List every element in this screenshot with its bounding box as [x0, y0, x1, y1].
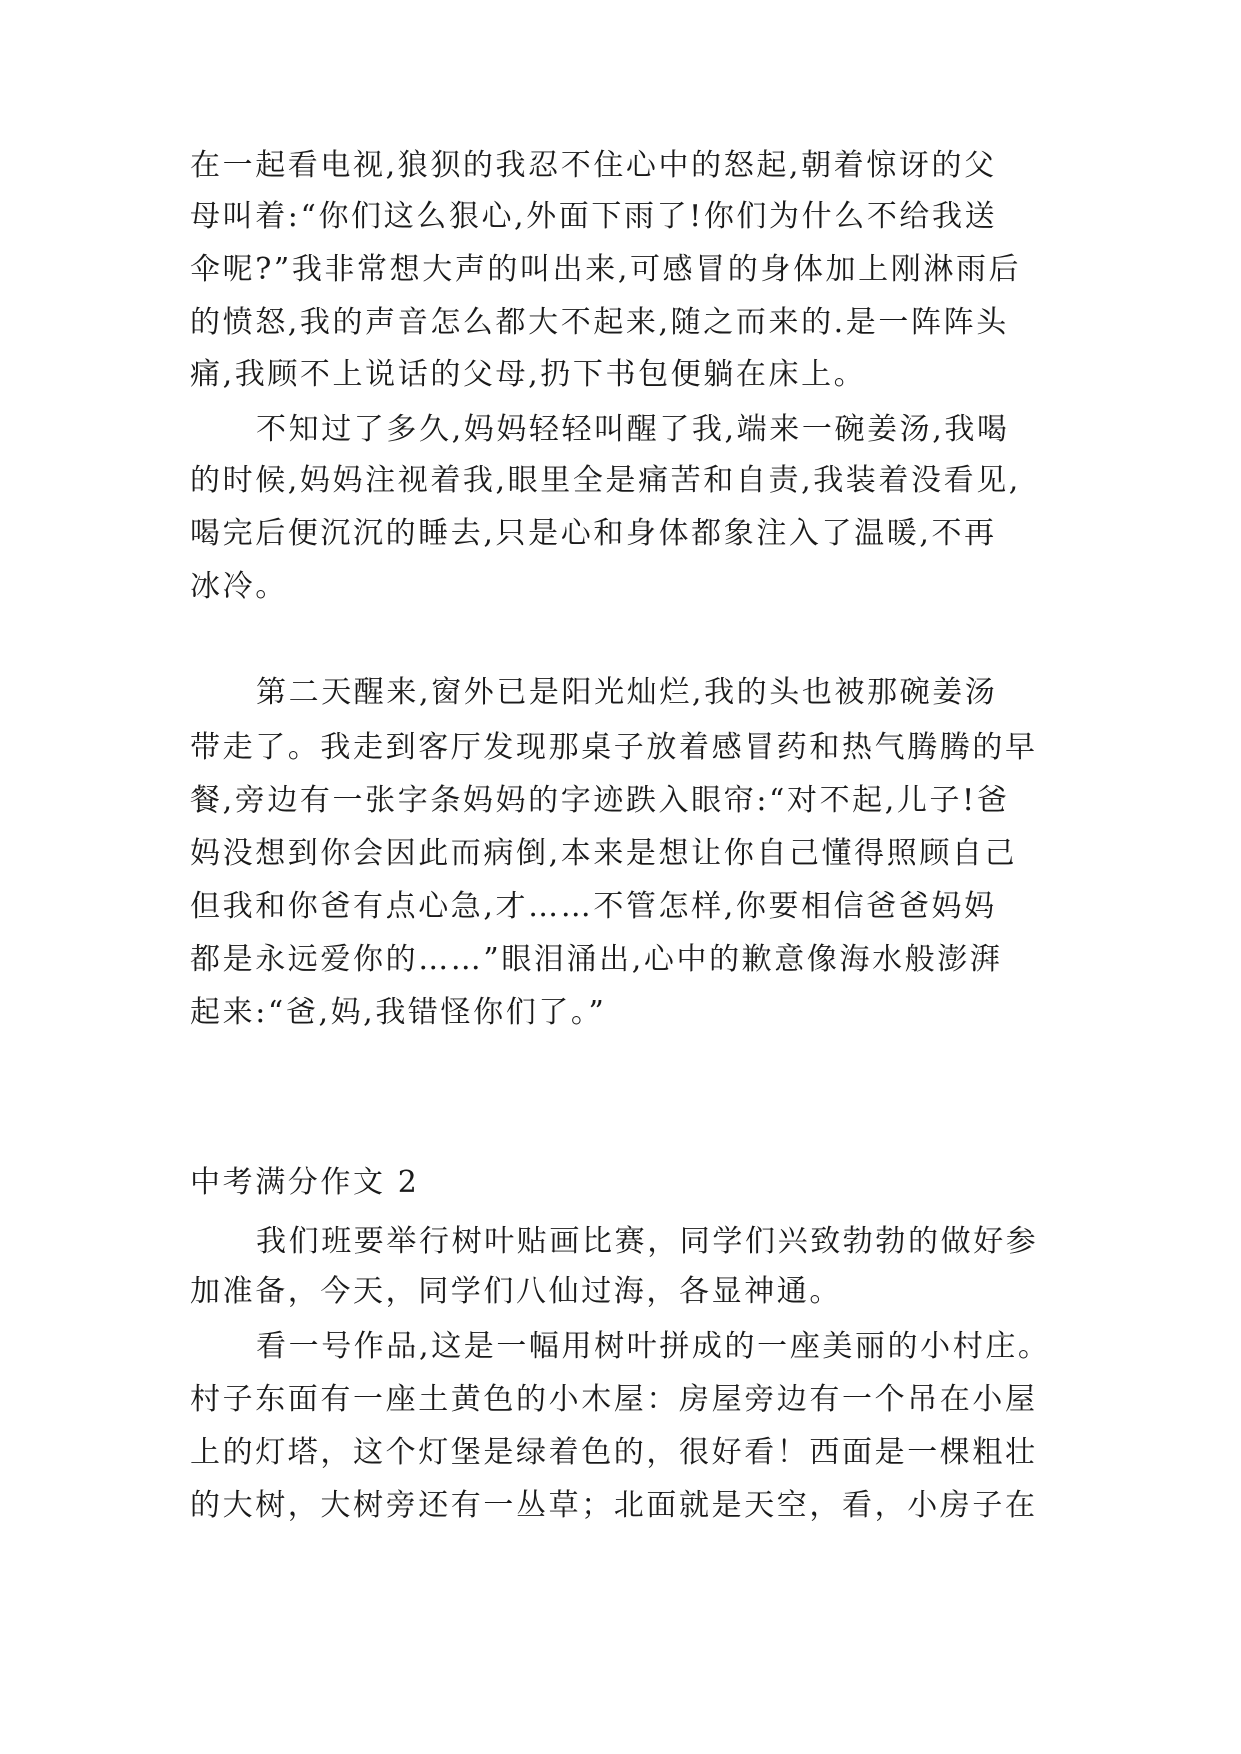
paragraph-2-line-2: 的时候,妈妈注视着我,眼里全是痛苦和自责,我装着没看见, — [190, 463, 1021, 498]
paragraph-1-line-2: 母叫着:“你们这么狠心,外面下雨了!你们为什么不给我送 — [190, 199, 998, 234]
section2-paragraph-2-line-2: 村子东面有一座土黄色的小木屋：房屋旁边有一个吊在小屋 — [190, 1382, 1038, 1417]
paragraph-3-line-2: 带走了。我走到客厅发现那桌子放着感冒药和热气腾腾的早 — [190, 730, 1038, 765]
section2-paragraph-2-line-3: 上的灯塔，这个灯堡是绿着色的，很好看！西面是一棵粗壮 — [190, 1435, 1038, 1470]
paragraph-3-line-7: 起来:“爸,妈,我错怪你们了。” — [190, 995, 607, 1030]
paragraph-3-line-4: 妈没想到你会因此而病倒,本来是想让你自己懂得照顾自己 — [190, 836, 1018, 871]
section2-paragraph-2-line-4: 的大树，大树旁还有一丛草；北面就是天空，看，小房子在 — [190, 1488, 1038, 1523]
paragraph-1-line-4: 的愤怒,我的声音怎么都大不起来,随之而来的.是一阵阵头 — [190, 305, 1009, 340]
section2-paragraph-1-line-1: 我们班要举行树叶贴画比赛，同学们兴致勃勃的做好参 — [256, 1224, 1039, 1259]
section-heading: 中考满分作文 2 — [190, 1165, 420, 1200]
paragraph-3-line-5: 但我和你爸有点心急,才……不管怎样,你要相信爸爸妈妈 — [190, 889, 997, 924]
paragraph-3-line-6: 都是永远爱你的……”眼泪涌出,心中的歉意像海水般澎湃 — [190, 942, 1003, 977]
paragraph-1-line-5: 痛,我顾不上说话的父母,扔下书包便躺在床上。 — [190, 357, 867, 392]
paragraph-2-line-1: 不知过了多久,妈妈轻轻叫醒了我,端来一碗姜汤,我喝 — [256, 412, 1010, 447]
paragraph-3-line-1: 第二天醒来,窗外已是阳光灿烂,我的头也被那碗姜汤 — [256, 675, 998, 710]
paragraph-1-line-3: 伞呢?”我非常想大声的叫出来,可感冒的身体加上刚淋雨后 — [190, 252, 1022, 287]
section2-paragraph-2-line-1: 看一号作品,这是一幅用树叶拼成的一座美丽的小村庄。 — [256, 1329, 1051, 1364]
paragraph-1-line-1: 在一起看电视,狼狈的我忍不住心中的怒起,朝着惊讶的父 — [190, 148, 997, 183]
paragraph-2-line-3: 喝完后便沉沉的睡去,只是心和身体都象注入了温暖,不再 — [190, 516, 997, 551]
section2-paragraph-1-line-2: 加准备，今天，同学们八仙过海，各显神通。 — [190, 1274, 842, 1309]
paragraph-2-line-4: 冰冷。 — [190, 569, 288, 604]
paragraph-3-line-3: 餐,旁边有一张字条妈妈的字迹跌入眼帘:“对不起,儿子!爸 — [190, 783, 1010, 818]
